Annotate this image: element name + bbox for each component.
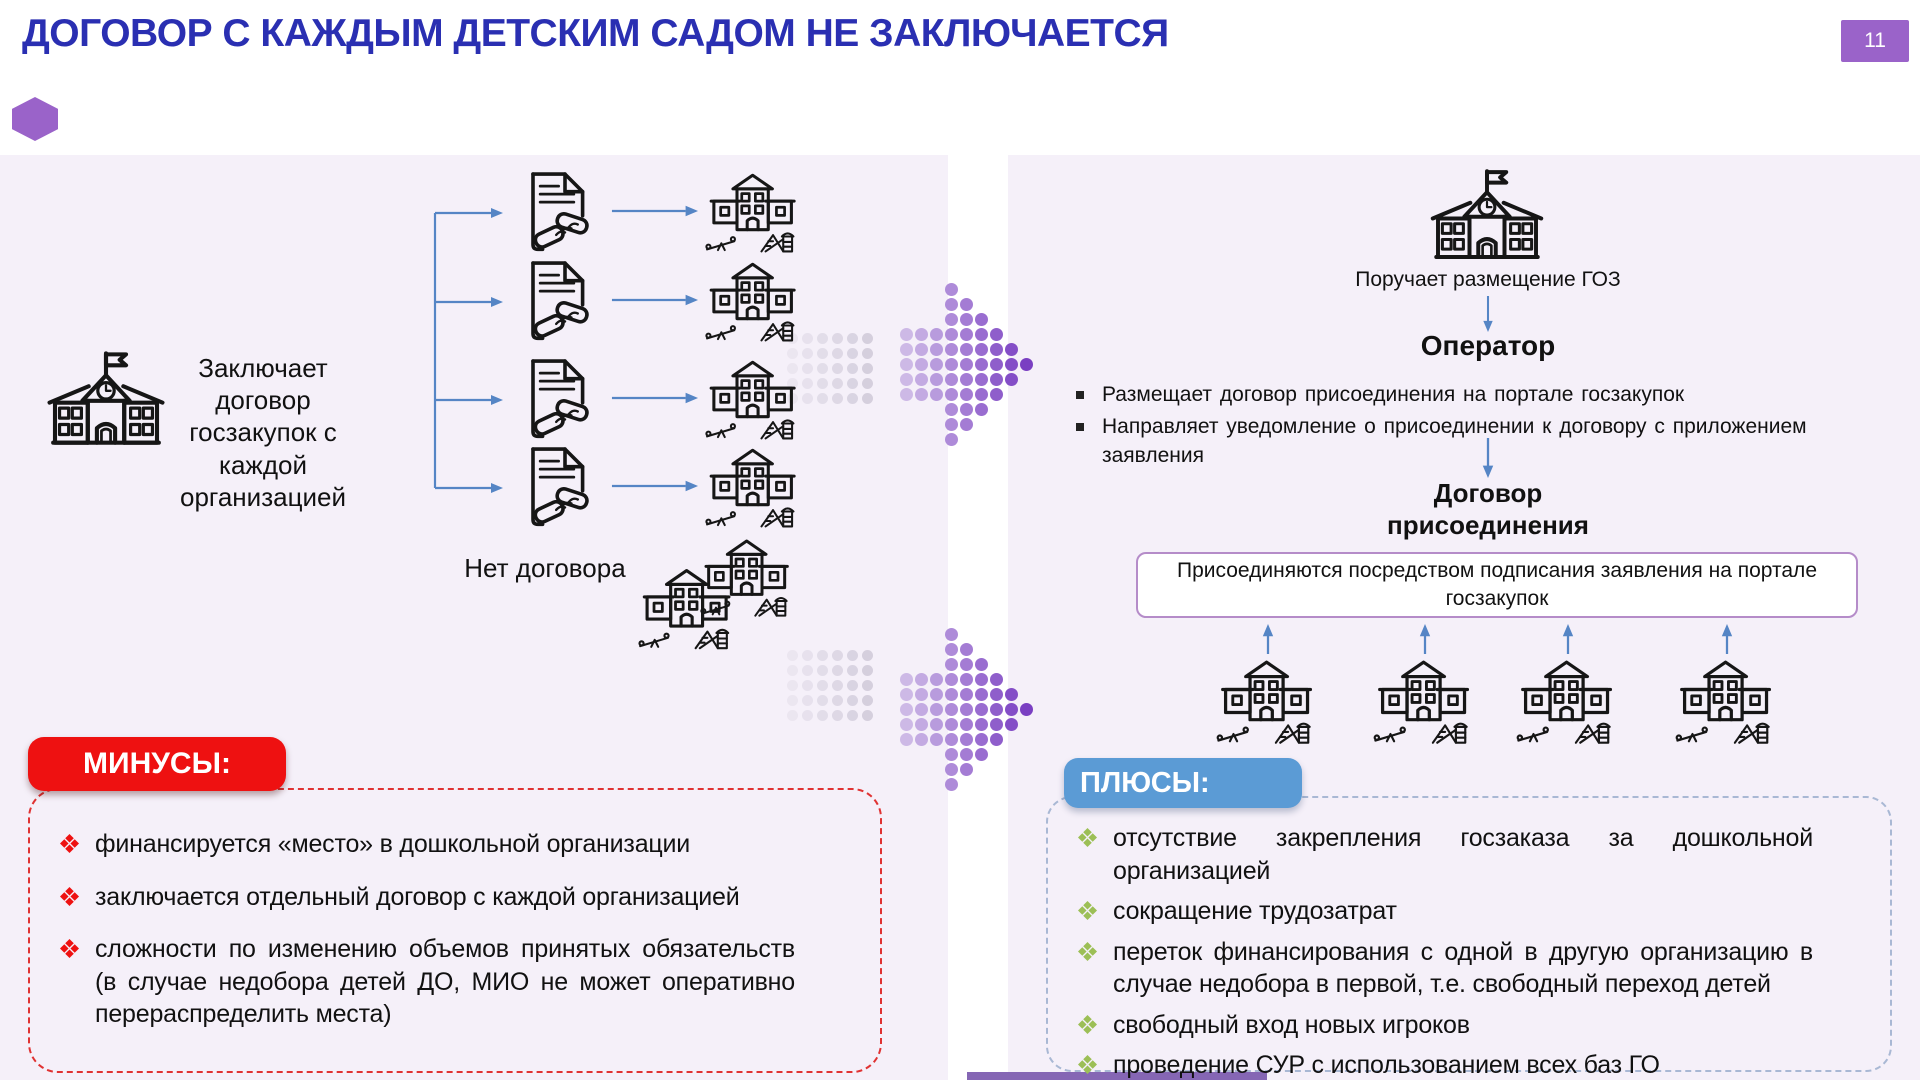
- kindergarten-building-icon: [703, 165, 805, 259]
- plus-list-box: [1046, 796, 1892, 1079]
- up-arrow-icon: [1560, 624, 1576, 654]
- kindergarten-building-icon: [703, 352, 805, 446]
- up-arrow-icon: [1260, 624, 1276, 654]
- right-arrow-icon: [611, 292, 699, 308]
- joining-contract-title: Договор присоединения: [1387, 478, 1589, 540]
- contract-row: [515, 252, 805, 352]
- down-arrow-icon: [1480, 438, 1496, 478]
- school-building-icon: [45, 348, 167, 450]
- contract-handshake-icon: [517, 440, 597, 535]
- contract-row: [515, 163, 805, 263]
- minus-list-item: заключается отдельный договор с каждой организацией: [60, 881, 860, 914]
- kindergarten-cluster: [636, 532, 816, 662]
- operator-list: [1076, 381, 1836, 474]
- kindergarten-building-icon: [1513, 655, 1623, 747]
- contract-handshake-icon: [517, 165, 597, 260]
- kindergarten-building-icon: [1213, 655, 1323, 747]
- diamond-bullet-icon: [60, 939, 79, 958]
- right-arrow-icon: [611, 478, 699, 494]
- operator-list-item: Размещает договор присоединения на портале госзакупок: [1076, 381, 1836, 410]
- minus-list-item: финансируется «место» в дошкольной организации: [60, 828, 860, 861]
- kindergarten-building-icon: [1672, 655, 1782, 747]
- down-arrow-icon: [1480, 296, 1496, 332]
- kindergarten-building-icon: [703, 440, 805, 534]
- diamond-bullet-icon: [1078, 942, 1097, 961]
- school-building-icon: [1428, 166, 1546, 264]
- diamond-bullet-icon: [1078, 828, 1097, 847]
- kindergarten-building-icon: [1370, 655, 1480, 747]
- plus-list-item: сокращение трудозатрат: [1078, 895, 1870, 928]
- contract-handshake-icon: [517, 352, 597, 447]
- page-title: ДОГОВОР С КАЖДЫМ ДЕТСКИМ САДОМ НЕ ЗАКЛЮЧАЕТСЯ: [22, 12, 1169, 55]
- minus-list-box: [28, 788, 882, 1073]
- plus-list-item: переток финансирования с одной в другую организацию в случае недобора в первой, т.е. свободный переход детей: [1078, 936, 1870, 1001]
- diamond-bullet-icon: [1078, 1055, 1097, 1074]
- no-contract-label: Нет договора: [464, 553, 626, 583]
- contract-row: [515, 350, 805, 450]
- plus-list-item: свободный вход новых игроков: [1078, 1009, 1870, 1042]
- square-bullet-icon: [1076, 423, 1084, 431]
- minus-list-item: сложности по изменению объемов принятых обязательств (в случае недобора детей ДО, МИО не может оперативно перераспределить места): [60, 933, 860, 1031]
- square-bullet-icon: [1076, 391, 1084, 399]
- contract-row: [515, 438, 805, 538]
- dotted-arrow-decoration: [900, 283, 1040, 451]
- diamond-bullet-icon: [1078, 901, 1097, 920]
- contract-handshake-icon: [517, 254, 597, 349]
- up-arrow-icon: [1719, 624, 1735, 654]
- operator-title: Оператор: [1420, 330, 1556, 361]
- join-box: Присоединяются посредством подписания заявления на портале госзакупок: [1136, 552, 1858, 618]
- dotted-arrow-decoration: [900, 628, 1040, 796]
- hexagon-decoration-icon: [12, 97, 58, 141]
- operator-list-item: Направляет уведомление о присоединении к договору с приложением заявления: [1076, 413, 1836, 471]
- kindergarten-building-icon: [703, 254, 805, 348]
- kindergarten-building-icon: [636, 562, 740, 654]
- plus-badge: ПЛЮСЫ:: [1064, 758, 1302, 808]
- diamond-bullet-icon: [60, 887, 79, 906]
- right-arrow-icon: [611, 203, 699, 219]
- diamond-bullet-icon: [1078, 1015, 1097, 1034]
- plus-list-item: отсутствие закрепления госзаказа за дошкольной организацией: [1078, 822, 1870, 887]
- diamond-bullet-icon: [60, 834, 79, 853]
- branch-connector-lines: [425, 195, 520, 505]
- up-arrow-icon: [1417, 624, 1433, 654]
- right-arrow-icon: [611, 390, 699, 406]
- page-number-badge: 11: [1841, 20, 1909, 62]
- minus-badge: МИНУСЫ:: [28, 737, 286, 791]
- authority-caption: Заключает договор госзакупок с каждой организацией: [180, 353, 346, 512]
- authority-caption: Поручает размещение ГОЗ: [1355, 268, 1621, 291]
- plus-list-item: проведение СУР с использованием всех баз ГО: [1078, 1049, 1870, 1082]
